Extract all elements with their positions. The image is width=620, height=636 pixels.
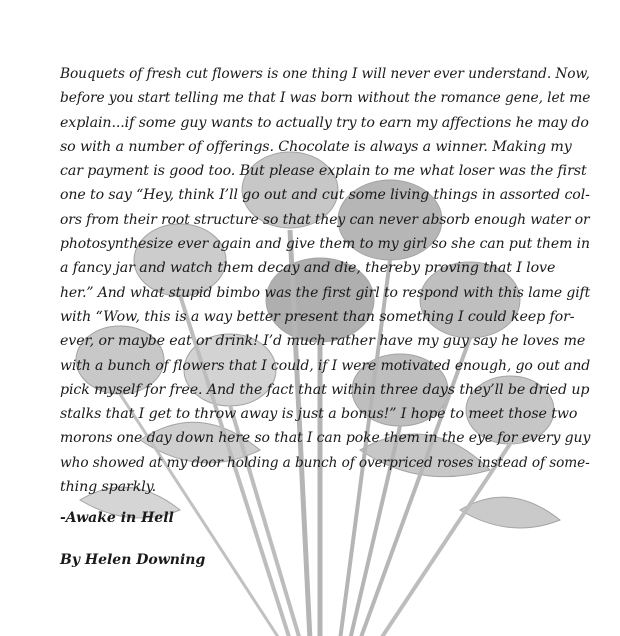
poem-body	[60, 62, 590, 499]
poem-line: a fancy jar and watch them decay and die, thereby proving that I love	[60, 260, 556, 277]
poem-line: so with a number of offerings. Chocolate is always a winner. Making my	[60, 138, 572, 155]
poem-line: with “Wow, this is a way better present than something I could keep for-	[60, 308, 575, 325]
poem-line: one to say “Hey, think I’ll go out and cut some living things in assorted col-	[60, 187, 590, 204]
poem-line: who showed at my door holding a bunch of overpriced roses instead of some-	[60, 454, 590, 471]
poem-line: thing sparkly.	[60, 479, 157, 496]
poem-line: her.” And what stupid bimbo was the first girl to respond with this lame gift	[60, 284, 591, 301]
poem-line: stalks that I get to throw away is just a bonus!” I hope to meet those two	[60, 406, 578, 423]
poem-line: with a bunch of flowers that I could, if I were motivated enough, go out and	[60, 357, 591, 374]
author-byline: By Helen Downing	[60, 552, 206, 568]
poem-line: Bouquets of fresh cut flowers is one thing I will never ever understand. Now,	[60, 66, 590, 82]
poem-line: before you start telling me that I was born without the romance gene, let me	[60, 90, 591, 107]
poem-title: -Awake in Hell	[60, 510, 174, 526]
poem-line: ors from their root structure so that they can never absorb enough water or	[60, 211, 590, 228]
poem-line: photosynthesize ever again and give them to my girl so she can put them in	[60, 236, 590, 253]
poem-line: explain...if some guy wants to actually try to earn my affections he may do	[60, 114, 589, 131]
poem-line: morons one day down here so that I can poke them in the eye for every guy	[60, 430, 591, 447]
poem-line: ever, or maybe eat or drink! I’d much rather have my guy say he loves me	[60, 333, 586, 350]
poem-line: car payment is good too. But please explain to me what loser was the first	[60, 163, 587, 180]
poem-line: pick myself for free. And the fact that within three days they’ll be dried up	[60, 381, 590, 398]
